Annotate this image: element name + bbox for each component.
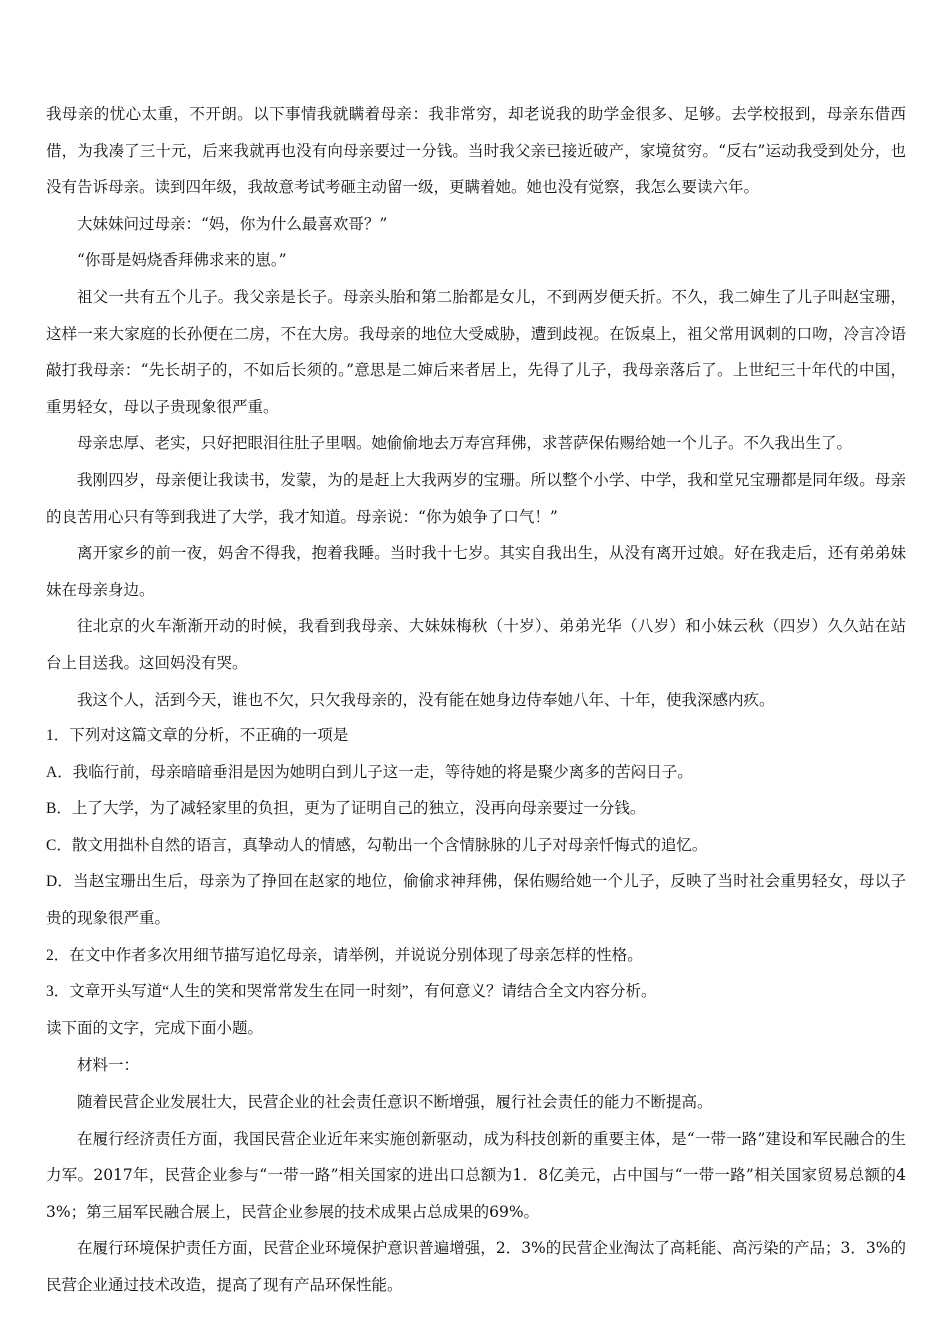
question-2: 2．在文中作者多次用细节描写追忆母亲，请举例，并说说分别体现了母亲怎样的性格。 bbox=[46, 946, 643, 964]
story-paragraph-8: 往北京的火车渐渐开动的时候，我看到我母亲、大妹妹梅秋（十岁）、弟弟光华（八岁）和小妹云秋（四岁）久久站在站台上目送我。这回妈没有哭。 bbox=[46, 617, 906, 672]
story-paragraph-3: “你哥是妈烧香拜佛求来的崽。” bbox=[77, 251, 287, 270]
material-paragraph-2: 在履行经济责任方面，我国民营企业近年来实施创新驱动，成为科技创新的重要主体，是“一带一路”建设和军民融合的生力军。2017年，民营企业参与“一带一路”相关国家的进出口总额为1．8亿美元，占中国与“一带一路”相关国家贸易总额的43%；第三届军民融合展上，民营企业参展的技术成果占总成果的69%。 bbox=[46, 1129, 906, 1221]
question-3: 3．文章开头写道“人生的笑和哭常常发生在同一时刻”，有何意义？请结合全文内容分析。 bbox=[46, 983, 657, 1001]
story-paragraph-5: 母亲忠厚、老实，只好把眼泪往肚子里咽。她偷偷地去万寿宫拜佛，求菩萨保佑赐给她一个儿子。不久我出生了。 bbox=[77, 434, 853, 453]
story-paragraph-4: 祖父一共有五个儿子。我父亲是长子。母亲头胎和第二胎都是女儿，不到两岁便夭折。不久，我二婶生了儿子叫赵宝珊，这样一来大家庭的长孙便在二房，不在大房。我母亲的地位大受威胁，遭到歧视。在饭桌上，祖父常用讽刺的口吻，冷言冷语敲打我母亲：“先长胡子的，不如后长须的。”意思是二婶后来者居上，先得了儿子，我母亲落后了。上世纪三十年代的中国，重男轻女，母以子贵现象很严重。 bbox=[46, 287, 906, 416]
question-1-option-c: C．散文用拙朴自然的语言，真挚动人的情感，勾勒出一个含情脉脉的儿子对母亲忏悔式的追忆。 bbox=[46, 836, 708, 854]
story-paragraph-2: 大妹妹问过母亲：“妈，你为什么最喜欢哥？” bbox=[77, 214, 388, 233]
material-paragraph-3: 在履行环境保护责任方面，民营企业环境保护意识普遍增强，2．3%的民营企业淘汰了高耗能、高污染的产品；3．3%的民营企业通过技术改造，提高了现有产品环保性能。 bbox=[46, 1239, 906, 1294]
story-paragraph-1: 我母亲的忧心太重，不开朗。以下事情我就瞒着母亲：我非常穷，却老说我的助学金很多、足够。去学校报到，母亲东借西借，为我凑了三十元，后来我就再也没有向母亲要过一分钱。当时我父亲已接近破产，家境贫穷。“反右”运动我受到处分，也没有告诉母亲。读到四年级，我故意考试考砸主动留一级，更瞒着她。她也没有觉察，我怎么要读六年。 bbox=[46, 105, 906, 197]
material-title: 材料一： bbox=[77, 1056, 140, 1075]
question-1-option-a: A．我临行前，母亲暗暗垂泪是因为她明白到儿子这一走，等待她的将是聚少离多的苦闷日子。 bbox=[46, 763, 693, 781]
story-paragraph-6: 我刚四岁，母亲便让我读书，发蒙，为的是赶上大我两岁的宝珊。所以整个小学、中学，我和堂兄宝珊都是同年级。母亲的良苦用心只有等到我进了大学，我才知道。母亲说：“你为娘争了口气！” bbox=[46, 470, 906, 526]
document-page bbox=[46, 96, 906, 1304]
material-paragraph-1: 随着民营企业发展壮大，民营企业的社会责任意识不断增强，履行社会责任的能力不断提高。 bbox=[77, 1093, 713, 1112]
story-paragraph-9: 我这个人，活到今天，谁也不欠，只欠我母亲的，没有能在她身边侍奉她八年、十年，使我深感内疚。 bbox=[77, 690, 775, 709]
question-1-option-b: B．上了大学，为了减轻家里的负担，更为了证明自己的独立，没再向母亲要过一分钱。 bbox=[46, 800, 646, 818]
section-2-intro: 读下面的文字，完成下面小题。 bbox=[46, 1019, 264, 1037]
question-1-option-d: D．当赵宝珊出生后，母亲为了挣回在赵家的地位，偷偷求神拜佛，保佑赐给她一个儿子，反映了当时社会重男轻女，母以子贵的现象很严重。 bbox=[46, 873, 906, 928]
question-1: 1．下列对这篇文章的分析，不正确的一项是 bbox=[46, 727, 349, 745]
story-paragraph-7: 离开家乡的前一夜，妈舍不得我，抱着我睡。当时我十七岁。其实自我出生，从没有离开过娘。好在我走后，还有弟弟妹妹在母亲身边。 bbox=[46, 544, 906, 599]
